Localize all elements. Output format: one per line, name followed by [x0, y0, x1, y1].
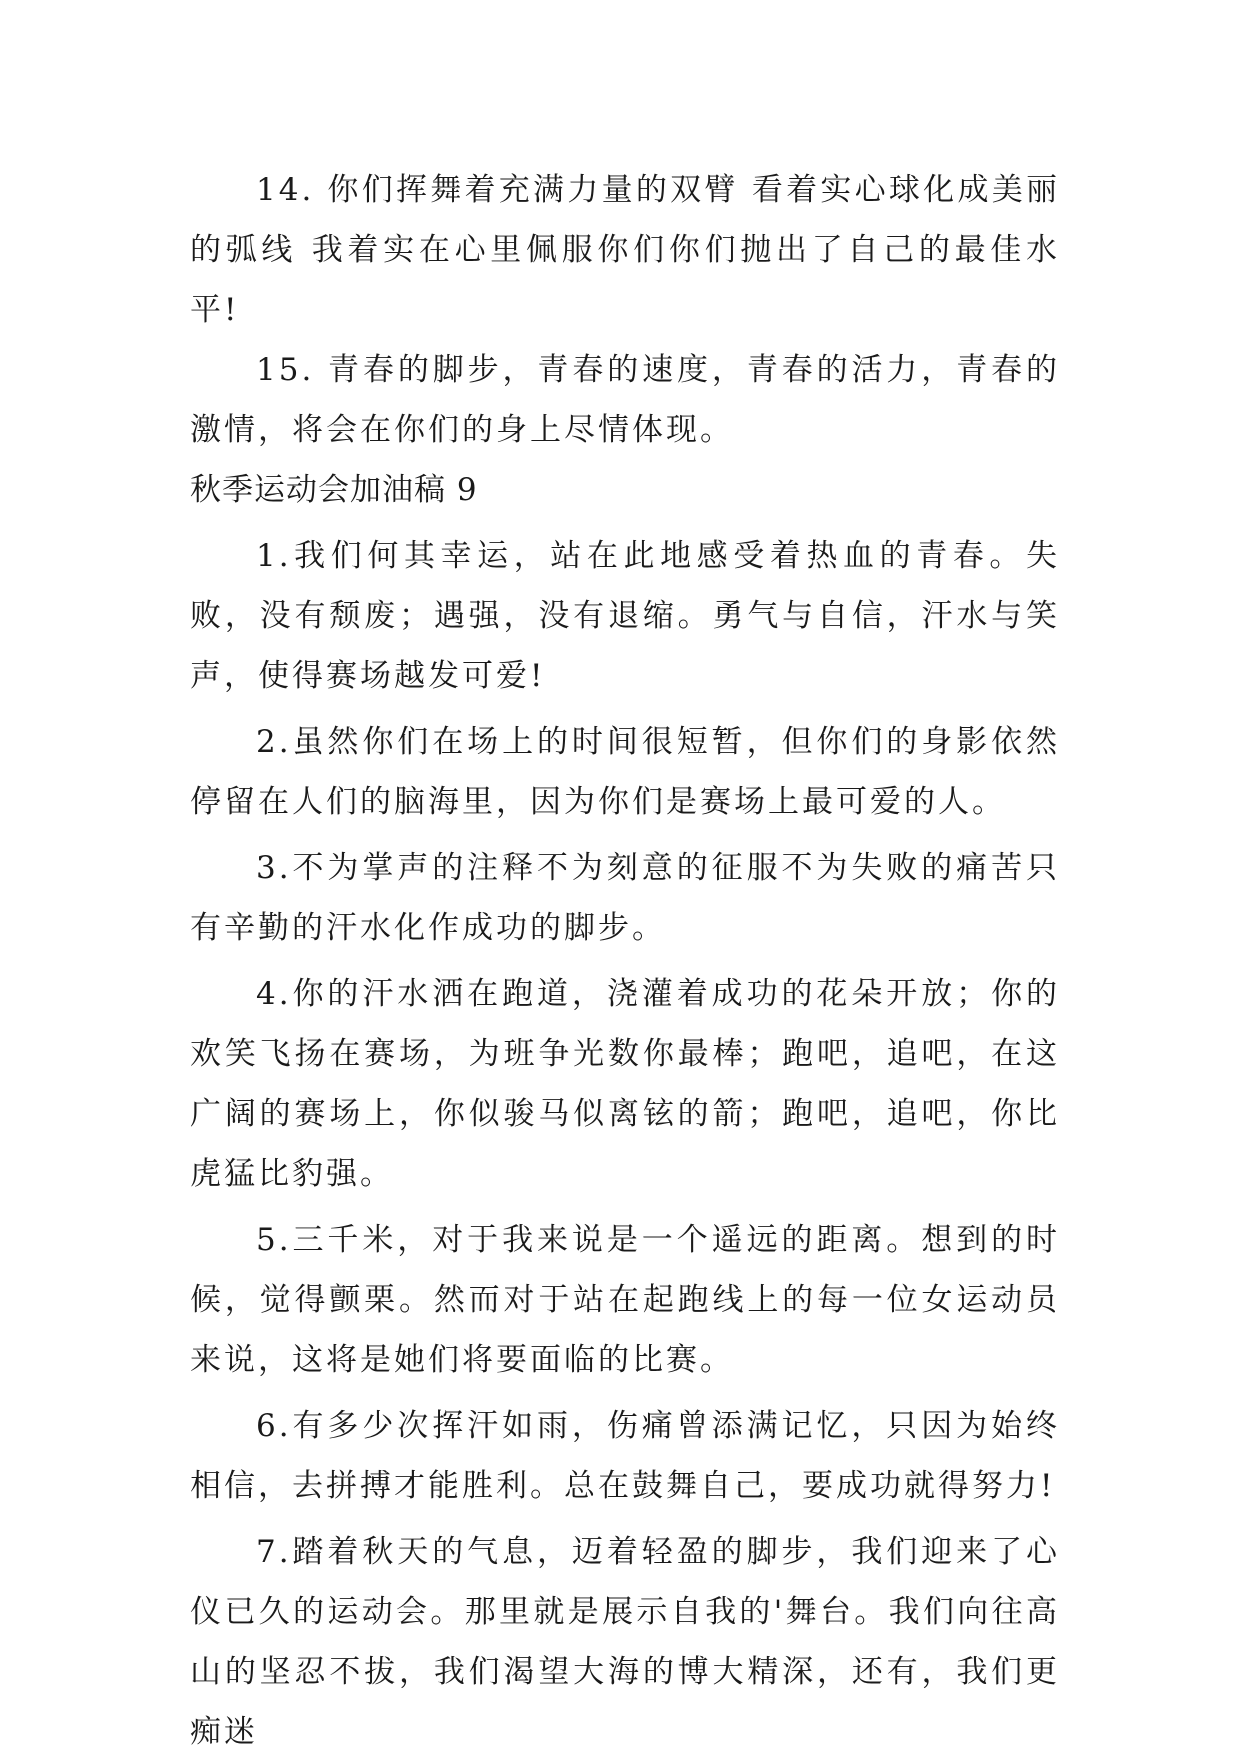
list-item-1: 1.我们何其幸运，站在此地感受着热血的青春。失败，没有颓废；遇强，没有退缩。勇气与自信，汗水与笑声，使得赛场越发可爱! — [190, 538, 1060, 694]
document-body — [190, 160, 1060, 1762]
list-item-2: 2.虽然你们在场上的时间很短暂，但你们的身影依然停留在人们的脑海里，因为你们是赛场上最可爱的人。 — [190, 724, 1060, 820]
list-item-5: 5.三千米，对于我来说是一个遥远的距离。想到的时候，觉得颤栗。然而对于站在起跑线上的每一位女运动员来说，这将是她们将要面临的比赛。 — [190, 1222, 1060, 1378]
section-heading: 秋季运动会加油稿 9 — [190, 472, 478, 508]
paragraph-14: 14. 你们挥舞着充满力量的双臂 看着实心球化成美丽的弧线 我着实在心里佩服你们你们抛出了自己的最佳水平! — [190, 172, 1060, 328]
list-item-6: 6.有多少次挥汗如雨，伤痛曾添满记忆，只因为始终相信，去拼搏才能胜利。总在鼓舞自己，要成功就得努力! — [190, 1408, 1060, 1504]
list-item-4: 4.你的汗水洒在跑道，浇灌着成功的花朵开放；你的欢笑飞扬在赛场，为班争光数你最棒；跑吧，追吧，在这广阔的赛场上，你似骏马似离铉的箭；跑吧，追吧，你比虎猛比豹强。 — [190, 976, 1060, 1192]
list-item-7: 7.踏着秋天的气息，迈着轻盈的脚步，我们迎来了心仪已久的运动会。那里就是展示自我的'舞台。我们向往高山的坚忍不拔，我们渴望大海的博大精深，还有，我们更痴迷 — [190, 1534, 1060, 1750]
paragraph-15: 15. 青春的脚步，青春的速度，青春的活力，青春的激情，将会在你们的身上尽情体现。 — [190, 352, 1060, 448]
list-item-3: 3.不为掌声的注释不为刻意的征服不为失败的痛苦只有辛勤的汗水化作成功的脚步。 — [190, 850, 1060, 946]
